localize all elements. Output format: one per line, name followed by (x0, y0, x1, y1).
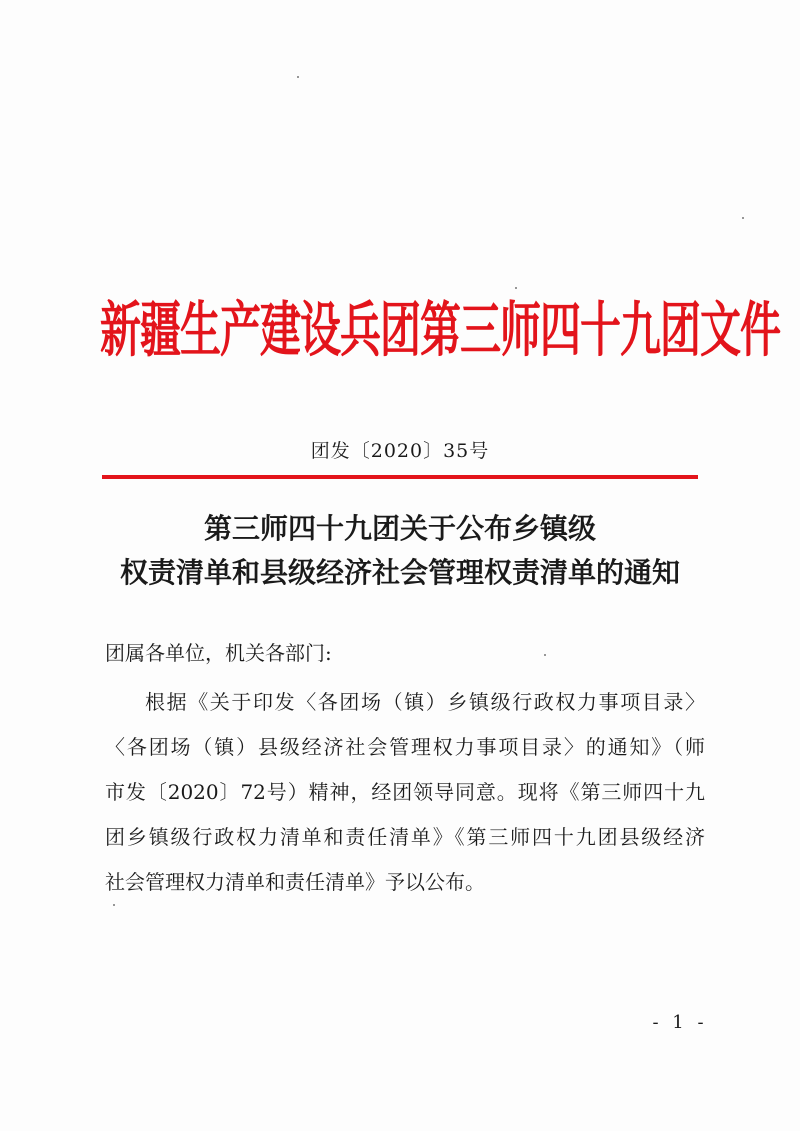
body-line-2: 〈各团场（镇）县级经济社会管理权力事项目录〉的通知》（师 (105, 735, 705, 759)
page-number: - 1 - (652, 1012, 708, 1033)
body-paragraph (105, 680, 705, 905)
document-number: 团发〔2020〕35号 (310, 440, 490, 462)
red-divider-line (102, 475, 698, 479)
document-title (80, 507, 720, 595)
body-line-5: 社会管理权力清单和责任清单》予以公布。 (105, 870, 485, 894)
title-line-1: 第三师四十九团关于公布乡镇级 (203, 512, 596, 545)
scan-speck (297, 76, 299, 78)
scan-speck (742, 217, 744, 219)
scan-speck (544, 654, 546, 656)
red-header-title: 新疆生产建设兵团第三师四十九团文件 (100, 295, 780, 366)
body-line-1: 根据《关于印发〈各团场（镇）乡镇级行政权力事项目录〉 (145, 690, 705, 714)
body-line-4: 团乡镇级行政权力清单和责任清单》《第三师四十九团县级经济 (105, 825, 705, 849)
scan-speck (515, 287, 517, 289)
scan-speck (113, 904, 115, 906)
body-line-3: 市发〔2020〕72号）精神，经团领导同意。现将《第三师四十九 (105, 780, 705, 804)
title-line-2: 权责清单和县级经济社会管理权责清单的通知 (119, 556, 680, 589)
salutation: 团属各单位，机关各部门: (105, 641, 332, 665)
